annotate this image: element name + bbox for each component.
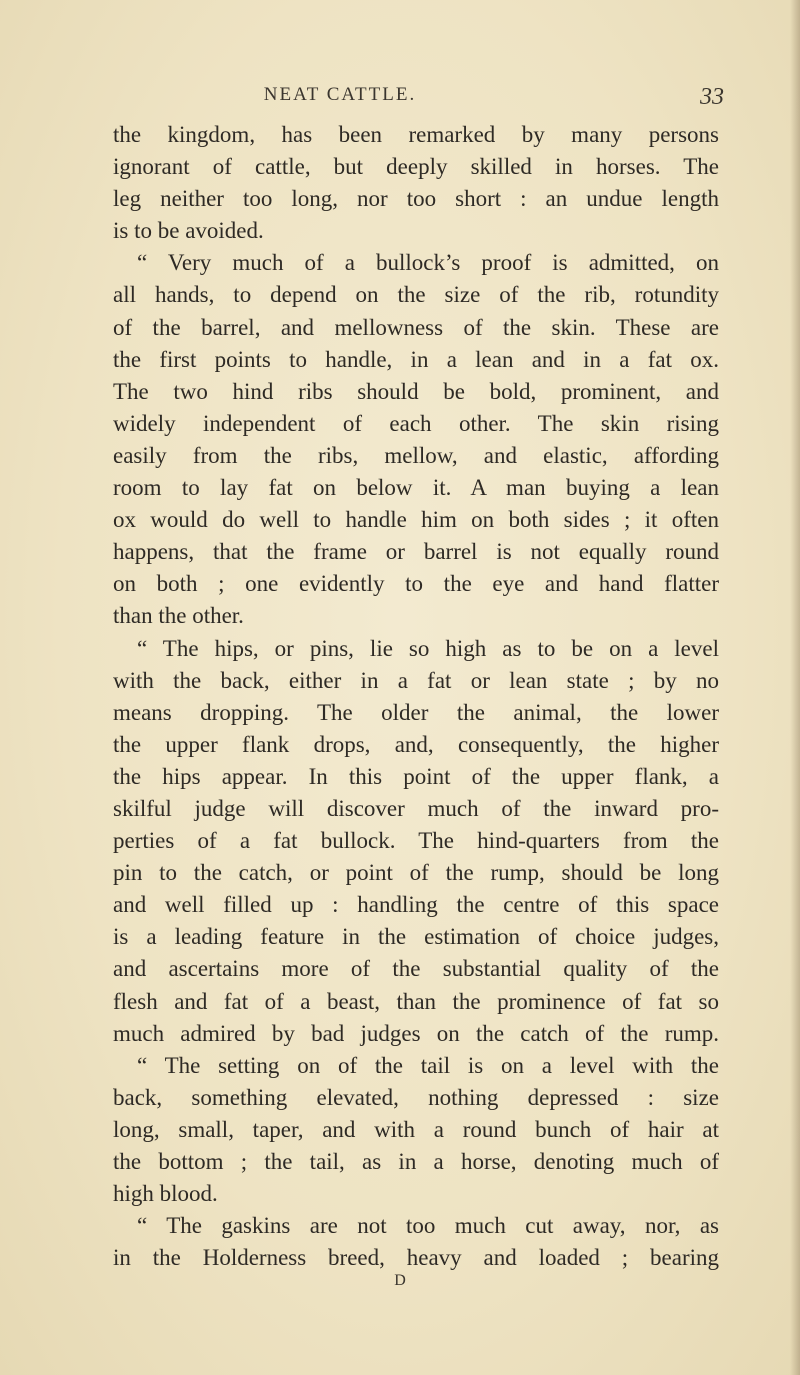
text-line: “ The setting on of the tail is on a level with the (137, 1052, 719, 1078)
running-head (0, 78, 800, 112)
text-line: room to lay fat on below it. A man buying a lean (113, 475, 719, 501)
text-line: on both ; one evidently to the eye and hand flatter (113, 571, 719, 597)
text-line: The two hind ribs should be bold, prominent, and (113, 378, 719, 404)
text-line: ox would do well to handle him on both sides ; it often (113, 507, 719, 533)
text-line: much admired by bad judges on the catch of the rump. (113, 1020, 719, 1046)
page-number: 33 (700, 84, 724, 110)
text-line: the bottom ; the tail, as in a horse, denoting much of (113, 1149, 719, 1174)
text-line: skilful judge will discover much of the inward pro- (113, 795, 719, 821)
text-line: is to be avoided. (113, 218, 264, 244)
text-line: pin to the catch, or point of the rump, should be long (113, 860, 719, 886)
text-line: long, small, taper, and with a round bunch of hair at (113, 1116, 719, 1142)
text-line: the first points to handle, in a lean and in a fat ox. (113, 346, 719, 372)
text-line: is a leading feature in the estimation of choice judges, (113, 924, 719, 950)
text-line: leg neither too long, nor too short : an undue length (113, 186, 719, 212)
text-line: and well filled up : handling the centre of this space (113, 892, 719, 918)
text-line: the upper flank drops, and, consequently, the higher (113, 731, 719, 757)
text-line: easily from the ribs, mellow, and elastic, affording (113, 442, 719, 468)
text-line: with the back, either in a fat or lean state ; by no (113, 667, 719, 693)
text-line: ignorant of cattle, but deeply skilled in horses. The (113, 154, 719, 180)
text-line: high blood. (113, 1181, 218, 1207)
text-line: widely independent of each other. The skin rising (113, 410, 719, 436)
text-line: the kingdom, has been remarked by many persons (113, 122, 719, 147)
text-line: all hands, to depend on the size of the rib, rotundity (113, 282, 719, 308)
text-line: means dropping. The older the animal, the lower (113, 699, 719, 725)
text-line: and ascertains more of the substantial quality of the (113, 956, 719, 982)
text-line: than the other. (113, 603, 244, 629)
body-text (113, 119, 719, 1274)
running-title: NEAT CATTLE. (263, 84, 417, 105)
text-line: back, something elevated, nothing depressed : size (113, 1084, 719, 1110)
text-line: the hips appear. In this point of the upper flank, a (113, 763, 719, 789)
text-line: “ The gaskins are not too much cut away, nor, as (137, 1213, 719, 1239)
signature-mark: D (394, 1272, 406, 1289)
text-line: of the barrel, and mellowness of the skin. These are (113, 314, 719, 340)
text-line: flesh and fat of a beast, than the prominence of fat so (113, 988, 719, 1014)
text-line: “ Very much of a bullock’s proof is admitted, on (137, 250, 719, 276)
text-line: perties of a fat bullock. The hind-quarters from the (113, 828, 719, 854)
text-line: in the Holderness breed, heavy and loaded ; bearing (113, 1245, 719, 1271)
page-edge-shadow (790, 0, 800, 1375)
text-line: happens, that the frame or barrel is not equally round (113, 539, 719, 565)
text-line: “ The hips, or pins, lie so high as to be on a level (137, 635, 719, 661)
